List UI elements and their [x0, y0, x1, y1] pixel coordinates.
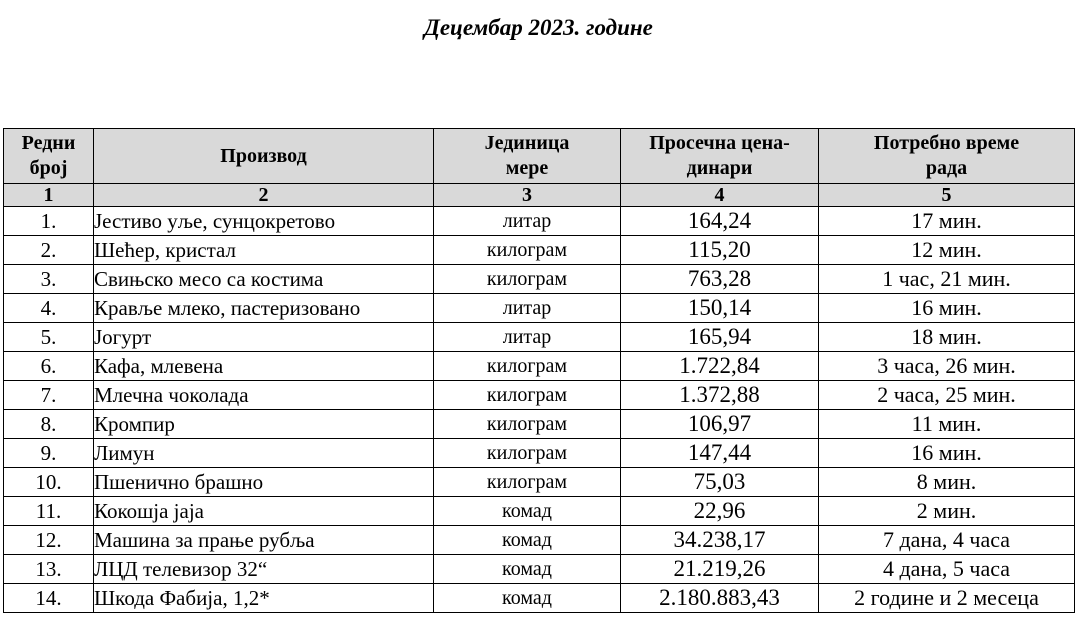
cell-price: 1.722,84: [621, 352, 819, 381]
cell-work-time: 2 часа, 25 мин.: [819, 381, 1075, 410]
cell-work-time: 11 мин.: [819, 410, 1075, 439]
cell-unit: килограм: [434, 410, 621, 439]
column-number: 2: [94, 184, 434, 207]
cell-product: Свињско месо са костима: [94, 265, 434, 294]
cell-ordinal: 6.: [4, 352, 94, 381]
cell-price: 22,96: [621, 497, 819, 526]
header-ordinal: [4, 129, 94, 184]
cell-unit: комад: [434, 584, 621, 613]
cell-product: Лимун: [94, 439, 434, 468]
cell-product: Кокошја јаја: [94, 497, 434, 526]
cell-work-time: 16 мин.: [819, 439, 1075, 468]
column-number: 3: [434, 184, 621, 207]
table-row: [4, 294, 1075, 323]
table-row: [4, 439, 1075, 468]
cell-product: Кромпир: [94, 410, 434, 439]
cell-ordinal: 12.: [4, 526, 94, 555]
cell-product: Јестиво уље, сунцокретово: [94, 207, 434, 236]
cell-price: 34.238,17: [621, 526, 819, 555]
cell-ordinal: 4.: [4, 294, 94, 323]
column-number: 4: [621, 184, 819, 207]
cell-product: Шкода Фабија, 1,2*: [94, 584, 434, 613]
cell-unit: килограм: [434, 381, 621, 410]
cell-price: 2.180.883,43: [621, 584, 819, 613]
cell-ordinal: 10.: [4, 468, 94, 497]
table-row: [4, 410, 1075, 439]
cell-price: 150,14: [621, 294, 819, 323]
header-work-time: [819, 129, 1075, 184]
cell-ordinal: 3.: [4, 265, 94, 294]
header-unit-line1: Јединица: [484, 132, 570, 154]
cell-price: 1.372,88: [621, 381, 819, 410]
cell-unit: килограм: [434, 265, 621, 294]
header-price-line2: динари: [686, 157, 753, 179]
cell-ordinal: 7.: [4, 381, 94, 410]
cell-work-time: 17 мин.: [819, 207, 1075, 236]
cell-product: Кафа, млевена: [94, 352, 434, 381]
table-row: [4, 265, 1075, 294]
cell-work-time: 8 мин.: [819, 468, 1075, 497]
cell-ordinal: 5.: [4, 323, 94, 352]
header-ordinal-line1: Редни: [21, 132, 76, 154]
column-number: 5: [819, 184, 1075, 207]
cell-work-time: 16 мин.: [819, 294, 1075, 323]
table-row: [4, 555, 1075, 584]
cell-unit: литар: [434, 323, 621, 352]
table-row: [4, 497, 1075, 526]
header-work-time-line1: Потребно време: [873, 132, 1020, 154]
cell-work-time: 3 часа, 26 мин.: [819, 352, 1075, 381]
cell-product: ЛЦД телевизор 32“: [94, 555, 434, 584]
cell-ordinal: 11.: [4, 497, 94, 526]
cell-product: Јогурт: [94, 323, 434, 352]
cell-work-time: 18 мин.: [819, 323, 1075, 352]
cell-ordinal: 14.: [4, 584, 94, 613]
column-number-row: [4, 184, 1075, 207]
cell-unit: литар: [434, 294, 621, 323]
cell-product: Шећер, кристал: [94, 236, 434, 265]
cell-ordinal: 1.: [4, 207, 94, 236]
cell-ordinal: 2.: [4, 236, 94, 265]
header-price: [621, 129, 819, 184]
cell-price: 763,28: [621, 265, 819, 294]
column-number: 1: [4, 184, 94, 207]
table-row: [4, 526, 1075, 555]
cell-unit: комад: [434, 497, 621, 526]
cell-product: Машина за прање рубља: [94, 526, 434, 555]
cell-price: 164,24: [621, 207, 819, 236]
cell-work-time: 7 дана, 4 часа: [819, 526, 1075, 555]
cell-unit: литар: [434, 207, 621, 236]
cell-ordinal: 9.: [4, 439, 94, 468]
price-table: [3, 128, 1075, 613]
table-row: [4, 207, 1075, 236]
header-work-time-line2: рада: [925, 157, 968, 179]
cell-price: 165,94: [621, 323, 819, 352]
cell-work-time: 2 године и 2 месеца: [819, 584, 1075, 613]
table-body: [4, 207, 1075, 613]
table-row: [4, 352, 1075, 381]
header-price-line1: Просечна цена-: [649, 132, 790, 154]
cell-ordinal: 13.: [4, 555, 94, 584]
header-ordinal-line2: број: [29, 157, 68, 179]
cell-price: 75,03: [621, 468, 819, 497]
header-unit-line2: мере: [505, 157, 549, 179]
cell-price: 21.219,26: [621, 555, 819, 584]
cell-ordinal: 8.: [4, 410, 94, 439]
cell-unit: комад: [434, 526, 621, 555]
cell-price: 115,20: [621, 236, 819, 265]
table-row: [4, 584, 1075, 613]
header-unit: [434, 129, 621, 184]
header-product-line1: Производ: [220, 144, 307, 167]
cell-work-time: 1 час, 21 мин.: [819, 265, 1075, 294]
cell-price: 106,97: [621, 410, 819, 439]
cell-unit: килограм: [434, 439, 621, 468]
cell-unit: килограм: [434, 236, 621, 265]
cell-work-time: 4 дана, 5 часа: [819, 555, 1075, 584]
cell-unit: килограм: [434, 468, 621, 497]
table-row: [4, 323, 1075, 352]
table-row: [4, 381, 1075, 410]
page-title: Децембар 2023. године: [424, 15, 653, 40]
cell-product: Пшенично брашно: [94, 468, 434, 497]
cell-unit: килограм: [434, 352, 621, 381]
cell-unit: комад: [434, 555, 621, 584]
cell-product: Млечна чоколада: [94, 381, 434, 410]
header-product: [94, 129, 434, 184]
cell-product: Крављe млеко, пастеризовано: [94, 294, 434, 323]
cell-price: 147,44: [621, 439, 819, 468]
cell-work-time: 12 мин.: [819, 236, 1075, 265]
table-row: [4, 236, 1075, 265]
cell-work-time: 2 мин.: [819, 497, 1075, 526]
table-header-row: [4, 129, 1075, 184]
table-row: [4, 468, 1075, 497]
